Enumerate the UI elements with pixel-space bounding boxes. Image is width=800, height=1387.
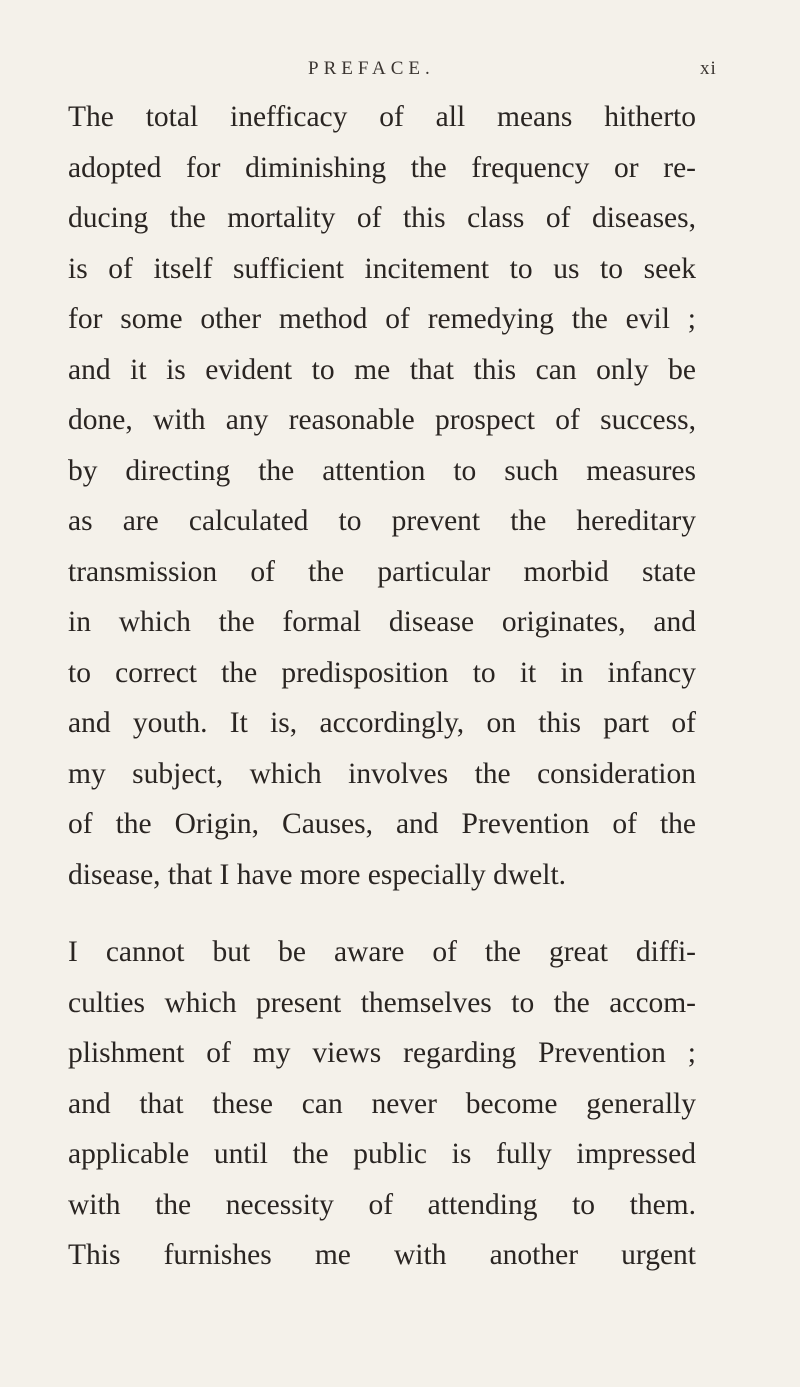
paragraph-2 [68,927,696,1281]
text-line: The total inefficacy of all means hitherto [68,101,696,133]
text-line: with the necessity of attending to them. [68,1188,696,1221]
text-line: disease, that I have more especially dwelt. [68,858,567,891]
text-line: and that these can never become generally [68,1087,696,1120]
text-line: my subject, which involves the consideration [68,757,696,790]
text-line: for some other method of remedying the evil ; [68,303,696,335]
text-line: by directing the attention to such measures [68,454,696,487]
text-line: applicable until the public is fully impressed [68,1138,696,1170]
paragraph-gap [68,900,696,927]
text-line: culties which present themselves to the accom- [68,986,696,1019]
text-line: adopted for diminishing the frequency or re- [68,151,696,184]
text-line: of the Origin, Causes, and Prevention of the [68,808,696,840]
page-number: xi [700,58,717,79]
body-text [68,92,696,1281]
text-line: as are calculated to prevent the hereditary [68,505,696,537]
running-title: PREFACE. [308,58,435,79]
running-head [0,58,800,82]
text-line: in which the formal disease originates, and [68,606,696,638]
text-line: plishment of my views regarding Prevention ; [68,1037,696,1069]
text-line: transmission of the particular morbid state [68,555,696,588]
text-line: and it is evident to me that this can only be [68,353,696,386]
text-line: done, with any reasonable prospect of success, [68,404,696,436]
text-line: I cannot but be aware of the great diffi- [68,936,696,968]
text-line: is of itself sufficient incitement to us to seek [68,252,696,285]
text-line: This furnishes me with another urgent [68,1239,696,1271]
text-line: to correct the predisposition to it in infancy [68,656,696,689]
paragraph-1 [68,92,696,900]
text-line: ducing the mortality of this class of diseases, [68,202,696,234]
text-line: and youth. It is, accordingly, on this part of [68,707,696,739]
